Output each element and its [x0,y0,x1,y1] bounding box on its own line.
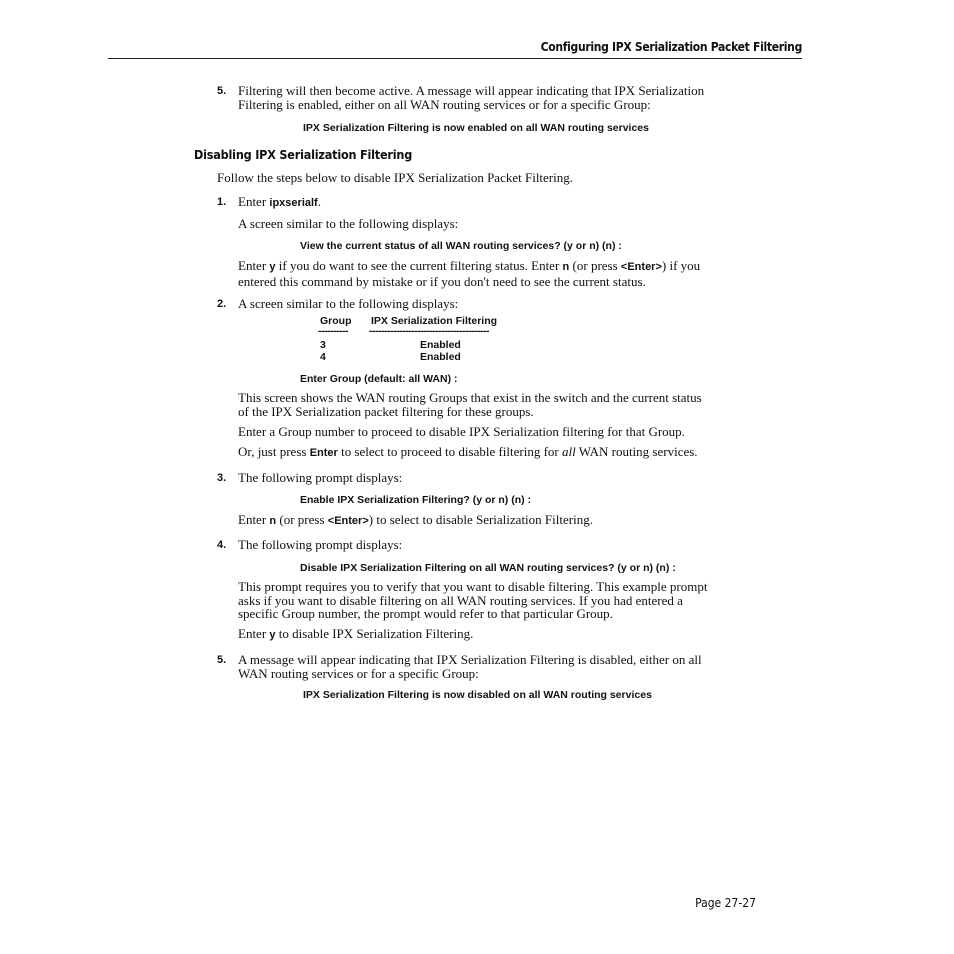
text-run: to disable IPX Serialization Filtering. [275,626,474,641]
text-run: . [317,194,321,209]
table-rule: ---------- [318,325,348,337]
screen-output: IPX Serialization Filtering is now disabled on all WAN routing services [303,689,652,701]
screen-output: Enter Group (default: all WAN) : [300,373,458,385]
key-text: y [269,261,276,273]
key-text: y [269,629,276,641]
step-text: A screen similar to the following displays: [238,216,459,231]
text-line: of the IPX Serialization packet filtering for these groups. [238,403,534,419]
step-text [238,195,321,211]
text-run: Or, just press [238,444,310,459]
step-number: 2. [217,298,227,310]
text-line [238,259,700,275]
text-line: A message will appear indicating that IPX Serialization Filtering is disabled, either on all [238,652,702,667]
step-paragraph [238,513,593,529]
step-number: 3. [217,472,227,484]
text-line: Filtering will then become active. A message will appear indicating that IPX Serialization [238,83,705,98]
text-run: Enter [238,258,270,273]
text-line: Filtering is enabled, either on all WAN routing services or for a specific Group: [238,96,651,112]
table-cell-group: 4 [320,351,326,363]
screen-output: Disable IPX Serialization Filtering on all WAN routing services? (y or n) (n) : [300,562,676,574]
step-number: 5. [217,654,227,666]
text-run: Enter [238,626,270,641]
key-text: <Enter> [620,261,662,273]
text-line: asks if you want to disable filtering on all WAN routing services. If you had entered a [238,592,683,608]
text-run: WAN routing services. [575,444,698,459]
step-paragraph [238,391,702,418]
section-heading: Disabling IPX Serialization Filtering [194,147,413,162]
step-text: The following prompt displays: [238,537,403,552]
text-line: This prompt requires you to verify that you want to disable filtering. This example prompt [238,579,708,594]
text-run: ) if you [661,258,701,273]
text-run: to select to proceed to disable filtering for [337,444,563,459]
step-text: The following prompt displays: [238,470,403,485]
step-text [238,84,704,111]
step-text: A screen similar to the following displays: [238,296,459,311]
header-rule [108,58,802,59]
step-paragraph: Enter a Group number to proceed to disable IPX Serialization filtering for that Group. [238,424,685,439]
table-cell-status: Enabled [420,351,461,363]
text-run: if you do want to see the current filtering status. Enter [275,258,563,273]
text-run: (or press [569,258,621,273]
table-cell-group: 3 [320,339,326,351]
step-text [238,653,702,680]
running-header: Configuring IPX Serialization Packet Filtering [540,40,802,54]
text-line: WAN routing services or for a specific Group: [238,665,479,681]
key-text: n [562,261,570,273]
section-intro: Follow the steps below to disable IPX Serialization Packet Filtering. [217,170,574,185]
key-text: Enter [309,447,338,459]
emphasis-text: all [562,444,576,459]
table-header-group: Group [320,315,352,327]
page-number: Page 27-27 [695,896,756,910]
key-text: <Enter> [327,515,369,527]
text-run: ) to select to disable Serialization Filtering. [368,512,593,527]
step-number: 1. [217,196,227,208]
step-paragraph [238,627,473,643]
table-cell-status: Enabled [420,339,461,351]
step-number: 4. [217,539,227,551]
step-number: 5. [217,85,227,97]
text-line: This screen shows the WAN routing Groups that exist in the switch and the current status [238,390,702,405]
text-run: Enter [238,512,270,527]
screen-output: Enable IPX Serialization Filtering? (y or n) (n) : [300,494,532,506]
key-text: n [269,515,277,527]
command-text: ipxserialf [269,197,318,209]
table-rule: ---------------------------------------- [369,325,489,337]
text-line: entered this command by mistake or if you don't need to see the current status. [238,273,646,289]
step-paragraph [238,580,707,621]
text-run: Enter [238,194,270,209]
text-run: (or press [276,512,328,527]
step-paragraph [238,259,700,288]
text-line: specific Group number, the prompt would refer to that particular Group. [238,606,613,621]
table-header-status: IPX Serialization Filtering [371,315,498,327]
step-paragraph [238,445,698,461]
screen-output: View the current status of all WAN routing services? (y or n) (n) : [300,240,622,252]
screen-output: IPX Serialization Filtering is now enabled on all WAN routing services [303,122,649,134]
